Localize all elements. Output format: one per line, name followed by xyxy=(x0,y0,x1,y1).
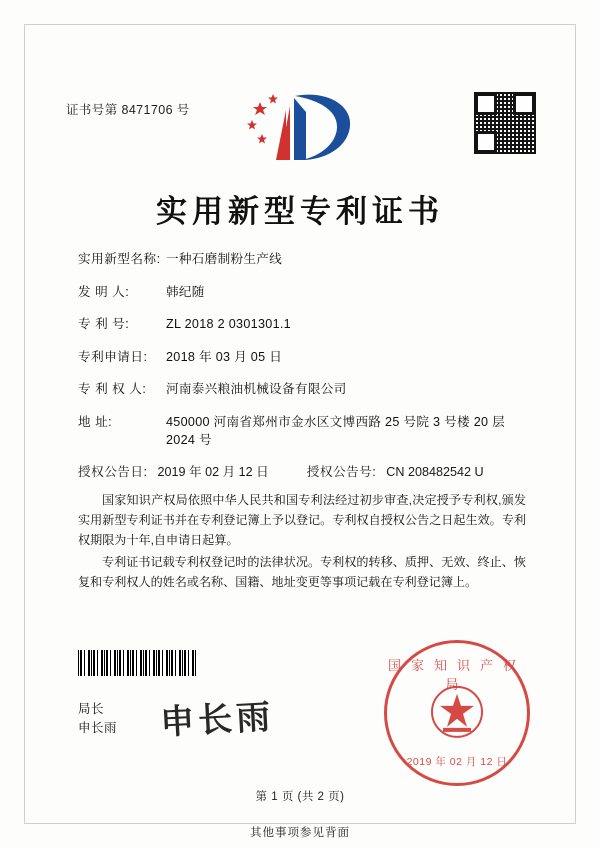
field-value: 2018 年 03 月 05 日 xyxy=(166,349,283,364)
handwritten-signature: 申长雨 xyxy=(159,697,276,743)
field-label: 专利申请日: xyxy=(78,349,148,364)
field-application-date xyxy=(78,348,528,366)
cnipa-logo-icon xyxy=(240,86,360,168)
barcode-icon xyxy=(78,650,196,676)
legal-paragraphs xyxy=(78,490,526,594)
field-announcement xyxy=(78,463,528,481)
director-signature-block xyxy=(78,700,117,738)
field-patent-number xyxy=(78,315,528,333)
field-patentee xyxy=(78,380,528,398)
field-value: 韩纪随 xyxy=(166,284,205,299)
seal-date: 2019 年 02 月 12 日 xyxy=(406,756,508,768)
field-value: 一种石磨制粉生产线 xyxy=(166,252,283,266)
announcement-number-value: CN 208482542 U xyxy=(386,465,484,479)
field-label: 专 利 号: xyxy=(78,317,130,331)
page-title: 实用新型专利证书 xyxy=(156,194,444,230)
certificate-number: 证书号第 8471706 号 xyxy=(66,103,190,117)
seal-ring-text: 国家知识产权局 xyxy=(387,659,526,693)
field-label: 发 明 人: xyxy=(78,284,130,299)
director-name: 申长雨 xyxy=(78,721,118,735)
announcement-date xyxy=(78,463,269,481)
patent-fields xyxy=(78,250,528,496)
director-label: 局长 xyxy=(78,702,105,716)
field-inventor xyxy=(78,283,528,301)
footer-note: 其他事项参见背面 xyxy=(250,827,350,839)
page-number: 第 1 页 (共 2 页) xyxy=(255,791,345,803)
field-label: 实用新型名称: xyxy=(78,252,161,266)
paragraph-2: 专利证书记载专利权登记时的法律状况。专利权的转移、质押、无效、终止、恢复和专利权人的姓名或名称、国籍、地址变更等事项记载在专利登记簿上。 xyxy=(78,555,526,589)
field-label: 地 址: xyxy=(78,414,113,429)
announcement-date-value: 2019 年 02 月 12 日 xyxy=(157,465,269,479)
qr-code-icon xyxy=(474,92,536,154)
qr-finder-bottom-left xyxy=(475,131,497,153)
announcement-number-label: 授权公告号: xyxy=(306,465,377,479)
paragraph-1: 国家知识产权局依照中华人民共和国专利法经过初步审查,决定授予专利权,颁发实用新型专利证书并在专利登记簿上予以登记。专利权自授权公告之日起生效。专利权期限为十年,自申请日起算。 xyxy=(78,493,526,547)
announcement-number xyxy=(307,463,484,481)
field-value: ZL 2018 2 0301301.1 xyxy=(166,317,291,331)
field-label: 专 利 权 人: xyxy=(78,382,147,396)
announcement-date-label: 授权公告日: xyxy=(78,465,148,479)
field-value: 450000 河南省郑州市金水区文博西路 25 号院 3 号楼 20 层 2024 号 xyxy=(166,414,506,447)
national-emblem-icon xyxy=(429,684,485,740)
field-address xyxy=(78,413,528,449)
field-value: 河南泰兴粮油机械设备有限公司 xyxy=(166,382,347,396)
field-utility-model-name xyxy=(78,250,528,268)
official-seal xyxy=(384,640,530,786)
